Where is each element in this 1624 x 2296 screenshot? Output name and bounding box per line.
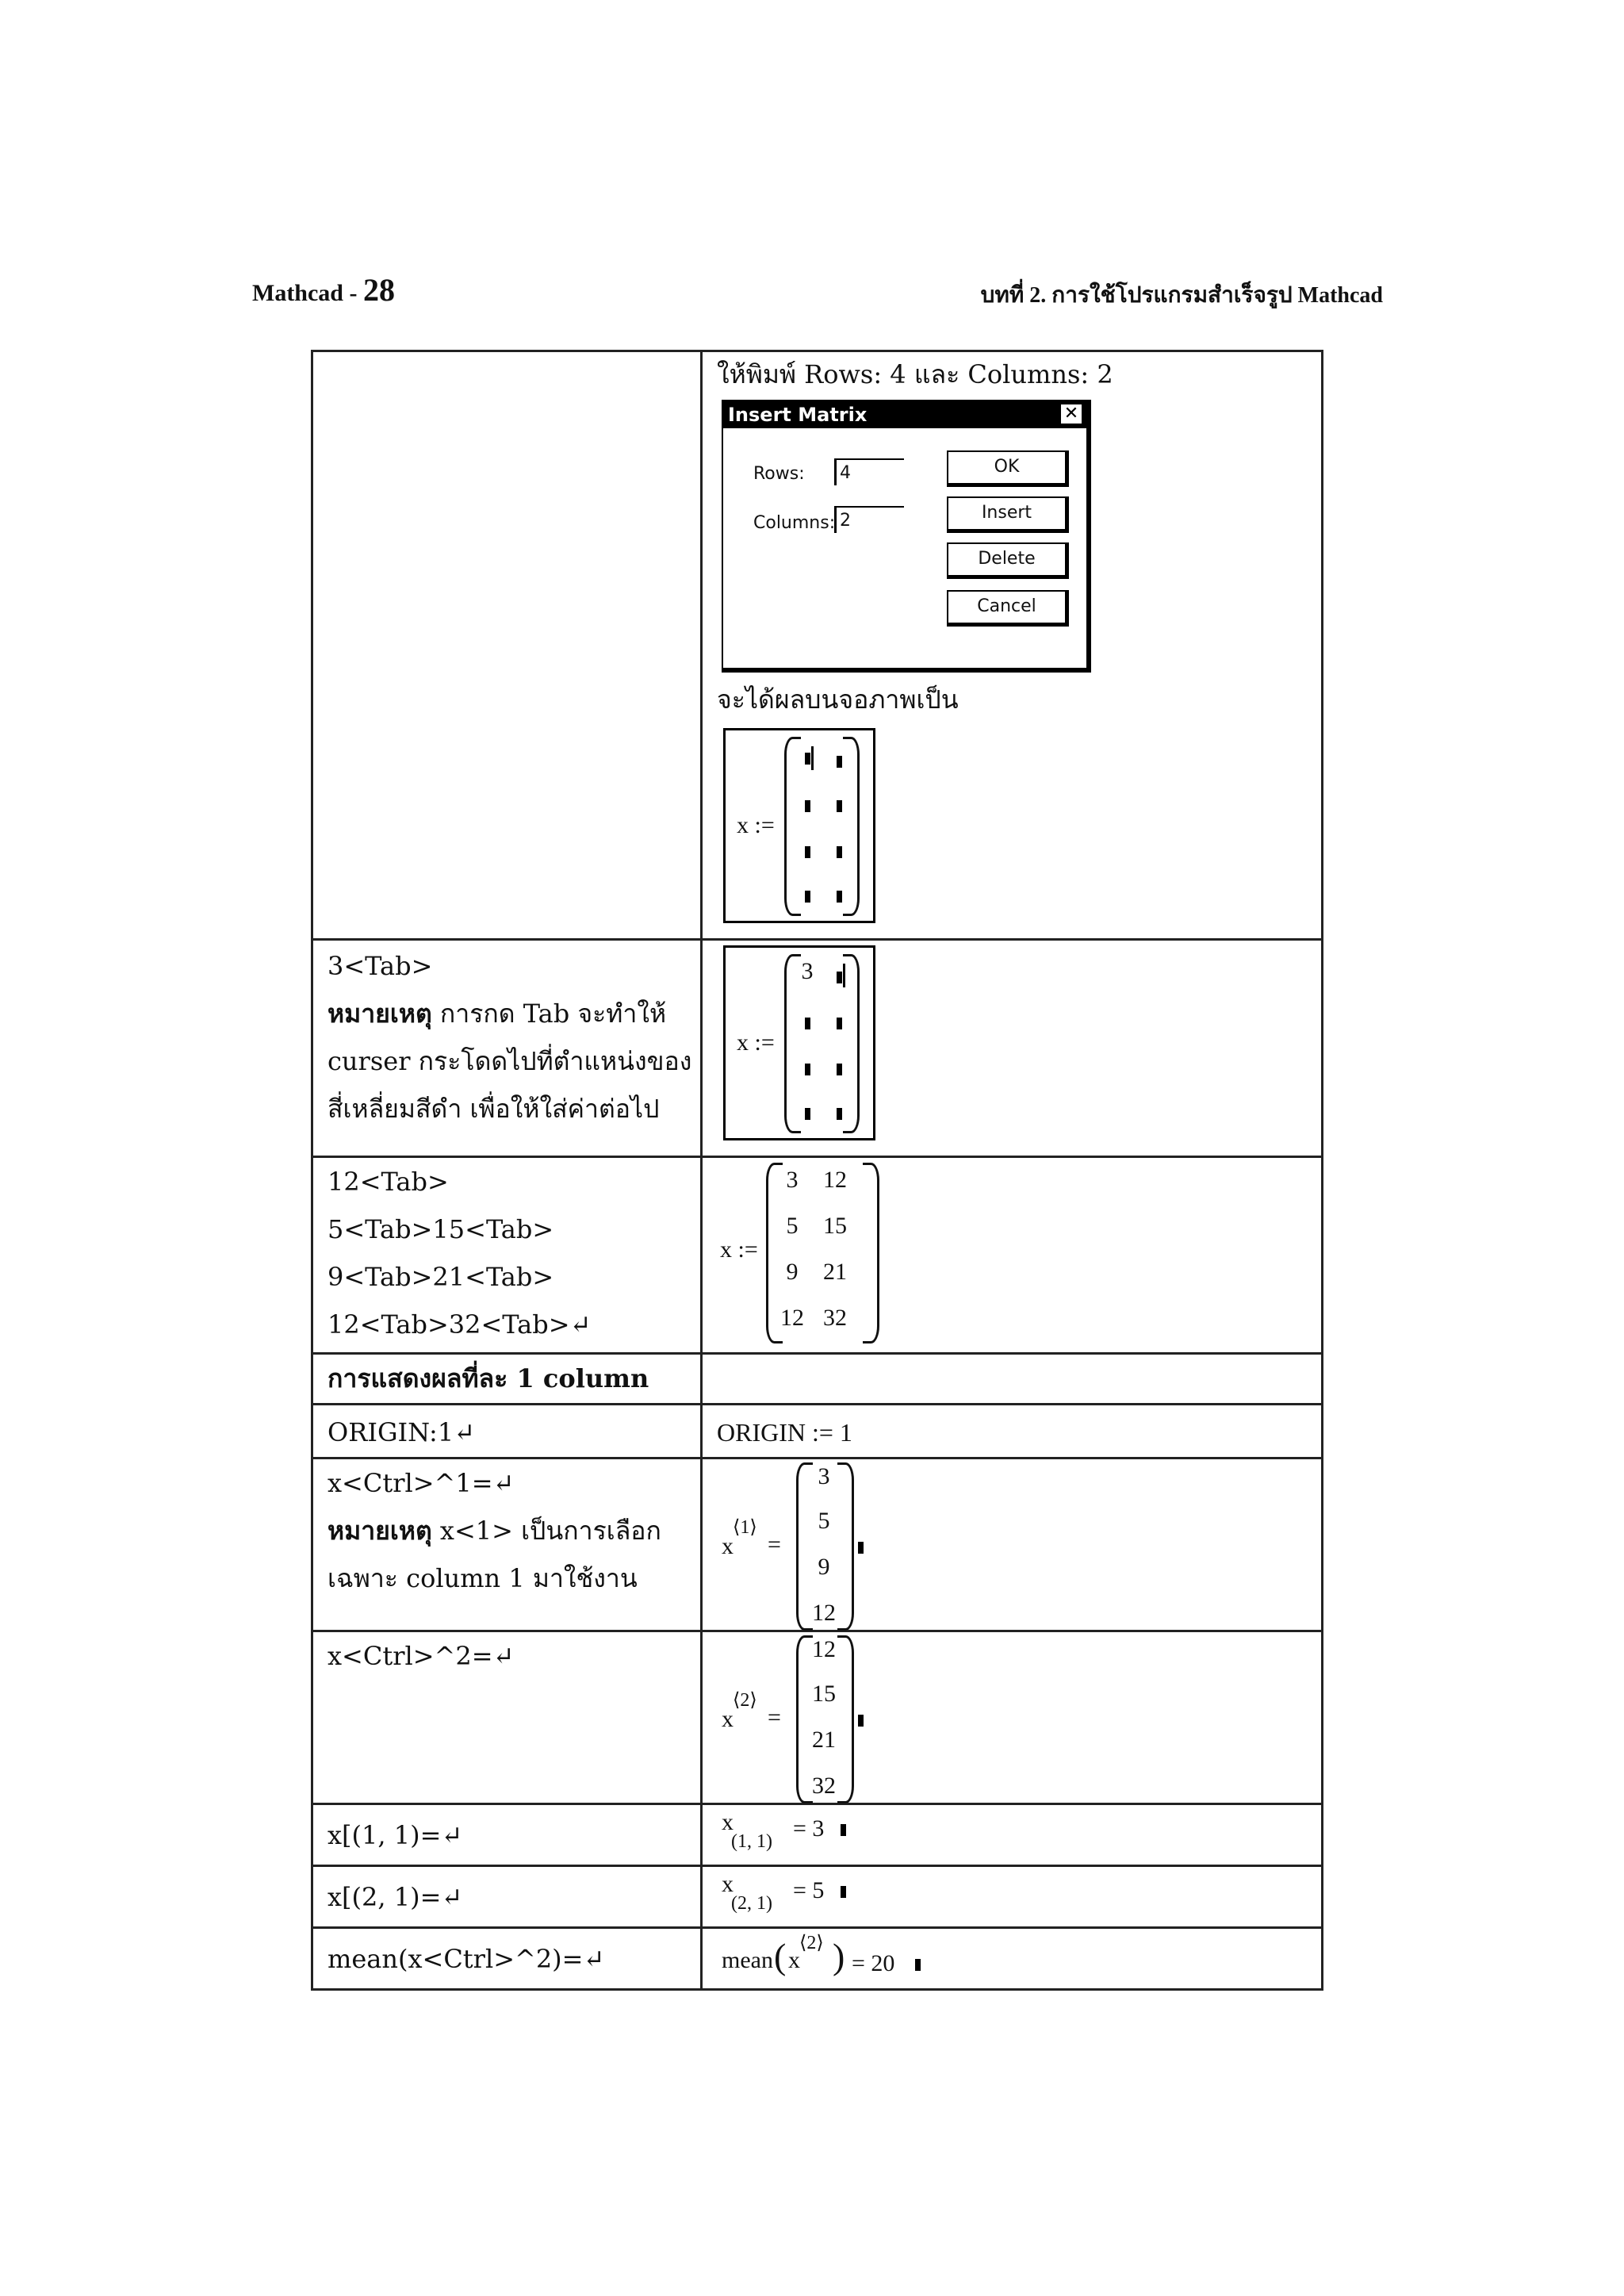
input-cell [312,940,702,1157]
vector-cell: 21 [812,1727,836,1753]
placeholder-cell [805,800,810,812]
dialog-title-bar [723,401,1086,428]
origin-output: ORIGIN := 1 [717,1418,852,1447]
matrix-cell: 3 [786,1167,799,1193]
right-bracket [843,954,860,1133]
output-cell [702,940,1323,1157]
matrix-cell: 32 [823,1305,847,1331]
table-row [312,940,1323,1157]
section-heading-cell [312,1354,702,1405]
equals-sign: = [768,1704,781,1731]
vector-cell: 12 [812,1636,836,1662]
table-row [312,1631,1323,1804]
page-header-left [252,271,395,309]
vector-cell: 3 [818,1463,830,1489]
input-keys: mean(x<Ctrl>^2)=↵ [327,1944,605,1974]
output-cell [702,1405,1323,1458]
left-bracket [784,737,801,916]
input-line: 12<Tab>32<Tab>↵ [327,1309,592,1340]
note-text: การกด Tab จะทำให้ [431,999,667,1029]
filled-matrix [717,1158,1321,1348]
open-paren: ( [774,1936,787,1976]
vector-cell: 32 [812,1773,836,1799]
placeholder-cell [837,891,842,903]
right-bracket [843,737,860,916]
text-cursor [811,746,814,770]
vector-cell: 12 [812,1600,836,1626]
table-row [312,1405,1323,1458]
note-label: หมายเหตุ [327,1516,432,1546]
chapter-title: บทที่ 2. การใช้โปรแกรมสำเร็จรูป Mathcad [980,283,1383,308]
close-paren: ) [833,1936,845,1976]
matrix-cell: 5 [786,1213,799,1239]
book-title: Mathcad - [252,280,358,306]
partial-matrix [723,945,875,1140]
matrix-cell: 9 [786,1259,799,1285]
text-cursor [843,964,845,987]
result-var: x [722,1809,733,1835]
table-row [312,1157,1323,1354]
table-row [312,1804,1323,1866]
output-cell [702,1157,1323,1354]
matrix-cell: 21 [823,1259,847,1285]
placeholder-cell [805,891,810,903]
output-cell [702,1866,1323,1928]
input-cell [312,1157,702,1354]
vector-var: x [722,1706,733,1732]
cursor-marker [841,1824,846,1836]
input-cell [312,1866,702,1928]
placeholder-cell [837,1064,842,1075]
note-line: เฉพาะ column 1 มาใช้งาน [327,1563,638,1593]
input-keys: x[(1, 1)=↵ [327,1820,463,1850]
output-cell [702,1804,1323,1866]
columns-input[interactable]: 2 [834,506,904,533]
cancel-button[interactable]: Cancel [947,590,1069,627]
placeholder-cell [805,753,810,765]
table-row [312,1866,1323,1928]
input-cell [312,1405,702,1458]
input-line: 5<Tab>15<Tab> [327,1214,554,1244]
subscript-index: (2, 1) [731,1893,772,1914]
subscript-index: (1, 1) [731,1831,772,1852]
matrix-label: x := [737,1029,775,1056]
note-text: x<1> เป็นการเลือก [431,1516,661,1546]
placeholder-cell [805,1018,810,1029]
input-keys: x[(2, 1)=↵ [327,1882,463,1912]
placeholder-cell [837,1018,842,1029]
insert-matrix-dialog [722,400,1091,673]
result-value: = 5 [793,1877,825,1903]
input-keys: x<Ctrl>^1=↵ [327,1468,515,1498]
table-row [312,351,1323,940]
note-label: หมายเหตุ [327,999,432,1029]
cursor-marker [858,1715,864,1727]
table-row [312,1928,1323,1990]
close-icon[interactable]: ✕ [1061,404,1082,424]
table-row [312,1458,1323,1631]
ok-button[interactable]: OK [947,450,1069,487]
input-keys: x<Ctrl>^2=↵ [327,1641,515,1671]
vector-cell: 5 [818,1508,830,1534]
empty-matrix-placeholder [723,728,875,923]
output-cell [702,1354,1323,1405]
superscript-index: ⟨1⟩ [733,1517,757,1538]
dialog-title: Insert Matrix [728,404,868,426]
page-number: 28 [362,272,395,308]
placeholder-cell [805,1064,810,1075]
cursor-marker [915,1959,921,1971]
matrix-cell: 12 [823,1167,847,1193]
instruction-table [311,350,1323,1991]
input-keys: 3<Tab> [327,951,433,981]
element-result [717,1867,1321,1924]
delete-button[interactable]: Delete [947,542,1069,579]
placeholder-cell [805,846,810,858]
note-line [327,1507,700,1554]
cursor-marker [858,1542,864,1554]
rows-label: Rows: [753,464,805,484]
placeholder-cell [837,800,842,812]
instruction-text: ให้พิมพ์ Rows: 4 และ Columns: 2 [717,359,1113,389]
placeholder-cell [837,756,842,768]
right-bracket [863,1163,879,1343]
superscript-index: ⟨2⟩ [799,1933,824,1953]
placeholder-cell [837,972,842,983]
matrix-cell: 3 [801,958,814,984]
cursor-marker [841,1886,846,1898]
input-cell [312,1804,702,1866]
table-row [312,1354,1323,1405]
mean-result [717,1929,1321,1986]
rows-input[interactable]: 4 [834,458,904,485]
output-cell [702,1631,1323,1804]
columns-label: Columns: [753,513,836,533]
input-cell [312,1631,702,1804]
matrix-label: x := [720,1236,758,1263]
equals-sign: = [768,1531,781,1558]
column-vector-2 [717,1632,1321,1800]
input-line: 9<Tab>21<Tab> [327,1262,554,1292]
result-text: จะได้ผลบนจอภาพเป็น [717,684,959,715]
input-keys: ORIGIN:1↵ [327,1417,475,1447]
input-line: 12<Tab> [327,1167,449,1197]
column-vector-1 [717,1459,1321,1627]
input-cell [312,1928,702,1990]
result-value: = 3 [793,1815,825,1842]
placeholder-cell [837,1108,842,1120]
vector-var: x [722,1533,733,1559]
vector-var: x [788,1947,800,1973]
input-cell [312,1458,702,1631]
matrix-cell: 12 [780,1305,804,1331]
input-cell [312,351,702,940]
placeholder-cell [805,1108,810,1120]
matrix-label: x := [737,812,775,838]
section-heading: การแสดงผลที่ละ 1 column [327,1363,649,1393]
matrix-cell: 15 [823,1213,847,1239]
result-var: x [722,1871,733,1897]
placeholder-cell [837,846,842,858]
note-line [327,990,700,1037]
vector-cell: 15 [812,1681,836,1707]
output-cell [702,351,1323,940]
superscript-index: ⟨2⟩ [733,1690,757,1711]
function-name: mean [722,1947,773,1973]
insert-button[interactable]: Insert [947,496,1069,533]
result-value: = 20 [852,1950,895,1976]
note-line: สี่เหลี่ยมสีดำ เพื่อให้ใส่ค่าต่อไป [327,1094,660,1124]
output-cell [702,1458,1323,1631]
element-result [717,1805,1321,1862]
note-line: curser กระโดดไปที่ตำแหน่งของ [327,1046,692,1076]
vector-cell: 9 [818,1554,830,1580]
output-cell [702,1928,1323,1990]
